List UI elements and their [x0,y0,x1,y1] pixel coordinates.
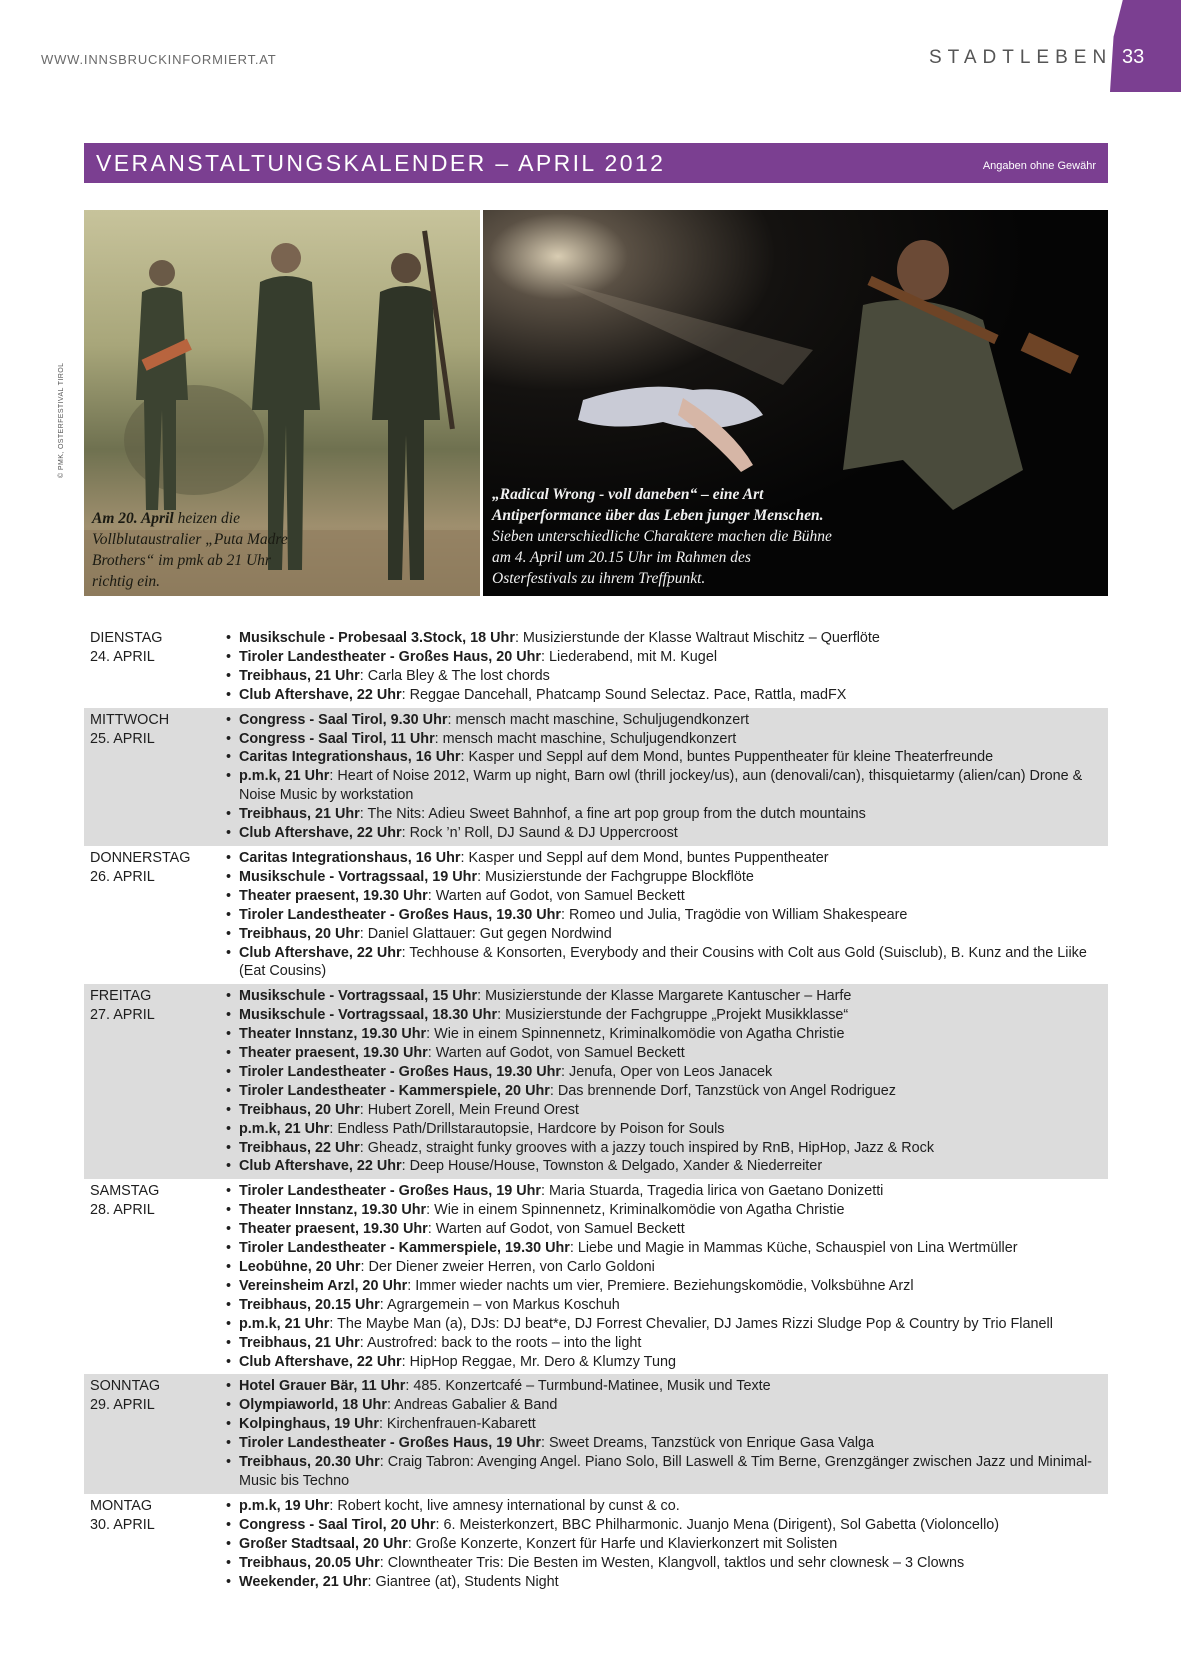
event-item [222,887,1102,906]
event-item [222,944,1102,982]
event-description: : Robert kocht, live amnesy international by cunst & co. [329,1497,680,1514]
event-venue-time: p.m.k, 19 Uhr [239,1497,330,1514]
event-list [222,1180,1102,1373]
section-title: STADTLEBEN [929,47,1113,68]
event-item [222,1082,1102,1101]
date: 30. APRIL [90,1516,155,1533]
event-venue-time: Treibhaus, 20.05 Uhr [239,1554,380,1571]
event-item [222,1296,1102,1315]
date: 29. APRIL [90,1397,155,1414]
event-item [222,667,1102,686]
day-label [84,1495,222,1594]
event-venue-time: Tiroler Landestheater - Großes Haus, 19.30 Uhr [239,906,562,923]
event-venue-time: Treibhaus, 20 Uhr [239,925,360,942]
event-venue-time: Tiroler Landestheater - Großes Haus, 19 Uhr [239,1183,542,1200]
event-item [222,767,1102,805]
performance-photo-caption [492,484,832,589]
event-description: : The Nits: Adieu Sweet Bahnhof, a fine art pop group from the dutch mountains [359,806,866,823]
event-item [222,1516,1102,1535]
event-venue-time: Vereinsheim Arzl, 20 Uhr [239,1277,408,1294]
event-item [222,906,1102,925]
event-item [222,1277,1102,1296]
event-venue-time: Caritas Integrationshaus, 16 Uhr [239,749,461,766]
event-venue-time: Hotel Grauer Bär, 11 Uhr [239,1378,406,1395]
day-label [84,847,222,983]
event-item [222,648,1102,667]
event-description: : Giantree (at), Students Night [367,1573,559,1590]
date: 27. APRIL [90,1007,155,1024]
event-item [222,1396,1102,1415]
event-venue-time: Musikschule - Vortragssaal, 15 Uhr [239,988,478,1005]
event-venue-time: Congress - Saal Tirol, 20 Uhr [239,1516,436,1533]
event-list [222,985,1102,1178]
event-venue-time: Tiroler Landestheater - Großes Haus, 19.30 Uhr [239,1063,562,1080]
event-venue-time: Treibhaus, 21 Uhr [239,667,360,684]
event-venue-time: Tiroler Landestheater - Kammerspiele, 19.30 Uhr [239,1240,570,1257]
event-item [222,711,1102,730]
event-venue-time: Club Aftershave, 22 Uhr [239,686,402,703]
event-venue-time: Treibhaus, 20.30 Uhr [239,1454,380,1471]
weekday: DONNERSTAG [90,849,191,866]
page-number-tab [1110,0,1181,92]
event-item [222,1334,1102,1353]
event-venue-time: Olympiaworld, 18 Uhr [239,1397,387,1414]
weekday: MONTAG [90,1497,153,1514]
event-item [222,1258,1102,1277]
event-item [222,1239,1102,1258]
event-venue-time: p.m.k, 21 Uhr [239,768,330,785]
event-item [222,629,1102,648]
event-venue-time: Musikschule - Probesaal 3.Stock, 18 Uhr [239,630,515,646]
event-venue-time: Theater Innstanz, 19.30 Uhr [239,1026,427,1043]
photo-credit: © PMK, OSTERFESTIVAL TIROL [58,362,65,478]
event-venue-time: Großer Stadtsaal, 20 Uhr [239,1535,408,1552]
weekday: FREITAG [90,988,152,1005]
event-venue-time: Tiroler Landestheater - Großes Haus, 20 Uhr [239,648,542,665]
event-description: : Musizierstunde der Klasse Margarete Kantuscher – Harfe [477,988,852,1005]
disclaimer-note: Angaben ohne Gewähr [982,160,1096,172]
event-venue-time: Congress - Saal Tirol, 9.30 Uhr [239,711,448,728]
event-description: : Das brennende Dorf, Tanzstück von Angel Rodriguez [549,1082,896,1099]
event-list [222,1495,1102,1594]
event-item [222,1006,1102,1025]
event-description: : Daniel Glattauer: Gut gegen Nordwind [359,925,612,942]
date: 24. APRIL [90,649,155,665]
date: 28. APRIL [90,1202,155,1219]
event-item [222,1101,1102,1120]
event-description: : Rock ’n’ Roll, DJ Saund & DJ Uppercroost [401,825,678,842]
event-venue-time: Treibhaus, 21 Uhr [239,1334,360,1351]
event-description: : Reggae Dancehall, Phatcamp Sound Selectaz. Pace, Rattla, madFX [401,686,847,703]
event-item [222,1573,1102,1592]
event-description: : Andreas Gabalier & Band [386,1397,558,1414]
event-venue-time: Tiroler Landestheater - Großes Haus, 19 Uhr [239,1435,542,1452]
performance-photo [483,210,1108,596]
day-label [84,709,222,845]
weekday: SONNTAG [90,1378,161,1395]
weekday: DIENSTAG [90,630,163,646]
event-description: : Heart of Noise 2012, Warm up night, Barn owl (thrill jockey/us), aun (denovali/can), thisquietarmy (alien/can) Drone & Noise Music by workstation [239,768,1083,804]
event-item [222,1315,1102,1334]
band-photo [84,210,480,596]
event-item [222,1063,1102,1082]
event-venue-time: Club Aftershave, 22 Uhr [239,825,402,842]
event-description: : mensch macht maschine, Schuljugendkonzert [447,711,750,728]
event-description: : Wie in einem Spinnennetz, Kriminalkomödie von Agatha Christie [426,1026,845,1043]
event-description: : Craig Tabron: Avenging Angel. Piano Solo, Bill Laswell & Tim Berne, Grenzgänger zwischen Jazz und Minimal-Music bis Techno [239,1454,1092,1489]
event-venue-time: Kolpinghaus, 19 Uhr [239,1416,379,1433]
day-label [84,1180,222,1373]
event-list [222,709,1102,845]
event-description: : Der Diener zweier Herren, von Carlo Goldoni [360,1259,655,1275]
event-description: : Gheadz, straight funky grooves with a jazzy touch inspired by RnB, HipHop, Jazz & Rock [359,1139,935,1156]
event-venue-time: Musikschule - Vortragssaal, 18.30 Uhr [239,1007,498,1024]
event-venue-time: Caritas Integrationshaus, 16 Uhr [239,849,461,866]
event-item [222,1157,1102,1176]
event-description: : 6. Meisterkonzert, BBC Philharmonic. Juanjo Mena (Dirigent), Sol Gabetta (Violoncello) [435,1516,1000,1533]
event-item [222,1415,1102,1434]
event-venue-time: p.m.k, 21 Uhr [239,1315,330,1332]
event-description: : Deep House/House, Townston & Delgado, Xander & Niederreiter [401,1158,823,1175]
event-item [222,1377,1102,1396]
day-label [84,985,222,1178]
event-description: : Große Konzerte, Konzert für Harfe und Klavierkonzert mit Solisten [407,1535,838,1552]
event-description: : Endless Path/Drillstarautopsie, Hardcore by Poison for Souls [329,1120,725,1137]
event-venue-time: Club Aftershave, 22 Uhr [239,944,402,961]
event-description: : The Maybe Man (a), DJs: DJ beat*e, DJ Forrest Chevalier, DJ James Rizzi Sludge Pop & Country by Trio Flanell [329,1315,1053,1332]
event-item [222,925,1102,944]
event-item [222,849,1102,868]
event-venue-time: Musikschule - Vortragssaal, 19 Uhr [239,868,478,885]
event-description: : Wie in einem Spinnennetz, Kriminalkomödie von Agatha Christie [426,1202,845,1219]
event-description: : Agrargemein – von Markus Koschuh [379,1296,620,1313]
event-description: : Carla Bley & The lost chords [359,667,550,684]
performance-caption-text: Sieben unterschiedliche Charaktere machen die Bühne am 4. April um 20.15 Uhr im Rahmen des Osterfestivals zu ihrem Treffpunkt. [492,528,832,587]
band-photo-caption [92,508,292,592]
event-description: : 485. Konzertcafé – Turmbund-Matinee, Musik und Texte [405,1378,771,1395]
event-venue-time: p.m.k, 21 Uhr [239,1120,330,1137]
event-venue-time: Theater praesent, 19.30 Uhr [239,1045,428,1062]
event-description: : Musizierstunde der Klasse Waltraut Mischitz – Querflöte [514,630,880,646]
event-item [222,868,1102,887]
event-item [222,1201,1102,1220]
event-item [222,1139,1102,1158]
day-block [84,1374,1108,1493]
event-description: : Sweet Dreams, Tanzstück von Enrique Gasa Valga [541,1435,875,1452]
event-venue-time: Congress - Saal Tirol, 11 Uhr [239,730,435,747]
event-description: : Romeo und Julia, Tragödie von William Shakespeare [561,906,908,923]
event-list [222,847,1102,983]
event-description: : Maria Stuarda, Tragedia lirica von Gaetano Donizetti [541,1183,884,1200]
event-item [222,1497,1102,1516]
event-item [222,1353,1102,1372]
event-item [222,1120,1102,1139]
event-description: : Clowntheater Tris: Die Besten im Westen, Klangvoll, taktlos und sehr clownesk – 3 Clowns [379,1554,965,1571]
event-venue-time: Theater Innstanz, 19.30 Uhr [239,1202,427,1219]
event-description: : mensch macht maschine, Schuljugendkonzert [434,730,737,747]
event-description: : Kirchenfrauen-Kabarett [378,1416,536,1433]
event-description: : Musizierstunde der Fachgruppe „Projekt Musikklasse“ [497,1007,849,1024]
event-venue-time: Leobühne, 20 Uhr [239,1259,361,1275]
event-description: : Musizierstunde der Fachgruppe Blockflöte [477,868,754,885]
event-item [222,1554,1102,1573]
date: 25. APRIL [90,730,155,747]
day-label [84,1375,222,1492]
event-description: : HipHop Reggae, Mr. Dero & Klumzy Tung [401,1353,676,1370]
day-label [84,627,222,707]
event-description: : Warten auf Godot, von Samuel Beckett [427,887,685,904]
event-schedule [84,626,1108,1594]
event-item [222,686,1102,705]
event-item [222,1044,1102,1063]
day-block [84,626,1108,708]
banner-title: VERANSTALTUNGSKALENDER – APRIL 2012 [96,150,666,176]
event-description: : Immer wieder nachts um vier, Premiere. Beziehungskomödie, Volksbühne Arzl [407,1277,914,1294]
event-description: : Kasper und Seppl auf dem Mond, buntes Puppentheater für kleine Theaterfreunde [460,749,994,766]
weekday: MITTWOCH [90,711,170,728]
event-item [222,1025,1102,1044]
event-venue-time: Treibhaus, 20 Uhr [239,1101,360,1118]
event-item [222,1535,1102,1554]
event-description: : Austrofred: back to the roots – into the light [359,1334,642,1351]
event-item [222,987,1102,1006]
performance-caption-highlight: „Radical Wrong - voll daneben“ – eine Art Antiperformance über das Leben junger Menschen. [492,486,824,524]
event-description: : Liederabend, mit M. Kugel [541,648,718,665]
event-venue-time: Theater praesent, 19.30 Uhr [239,1221,428,1238]
event-description: : Warten auf Godot, von Samuel Beckett [427,1221,685,1238]
event-description: : Jenufa, Oper von Leos Janacek [561,1063,773,1080]
event-item [222,1453,1102,1491]
day-block [84,1179,1108,1374]
day-block [84,984,1108,1179]
day-block [84,708,1108,846]
band-caption-highlight: Am 20. April [92,510,174,527]
event-description: : Warten auf Godot, von Samuel Beckett [427,1045,685,1062]
band-caption-text: heizen die Vollblutaustralier „Puta Madre Brothers“ im pmk ab 21 Uhr richtig ein. [92,510,288,590]
day-block [84,1494,1108,1595]
calendar-banner [84,143,1108,183]
event-venue-time: Club Aftershave, 22 Uhr [239,1353,402,1370]
event-venue-time: Club Aftershave, 22 Uhr [239,1158,402,1175]
event-description: : Techhouse & Konsorten, Everybody and their Cousins with Colt aus Gold (Suisclub), B. Kunz and the Liike (Eat Cousins) [239,944,1087,980]
page-number: 33 [1122,46,1145,68]
event-venue-time: Tiroler Landestheater - Kammerspiele, 20 Uhr [239,1082,550,1099]
event-item [222,1220,1102,1239]
event-item [222,805,1102,824]
event-venue-time: Treibhaus, 21 Uhr [239,806,360,823]
event-description: : Kasper und Seppl auf dem Mond, buntes Puppentheater [460,849,829,866]
event-item [222,1182,1102,1201]
event-venue-time: Theater praesent, 19.30 Uhr [239,887,428,904]
event-item [222,1434,1102,1453]
date: 26. APRIL [90,868,155,885]
event-description: : Liebe und Magie in Mammas Küche, Schauspiel von Lina Wertmüller [569,1240,1018,1257]
weekday: SAMSTAG [90,1183,160,1200]
event-item [222,748,1102,767]
event-list [222,1375,1102,1492]
event-item [222,730,1102,749]
event-item [222,824,1102,843]
day-block [84,846,1108,984]
event-list [222,627,1102,707]
event-venue-time: Treibhaus, 20.15 Uhr [239,1296,380,1313]
event-description: : Hubert Zorell, Mein Freund Orest [359,1101,579,1118]
site-url[interactable]: WWW.INNSBRUCKINFORMIERT.AT [41,52,277,67]
event-venue-time: Treibhaus, 22 Uhr [239,1139,360,1156]
event-venue-time: Weekender, 21 Uhr [239,1573,368,1590]
